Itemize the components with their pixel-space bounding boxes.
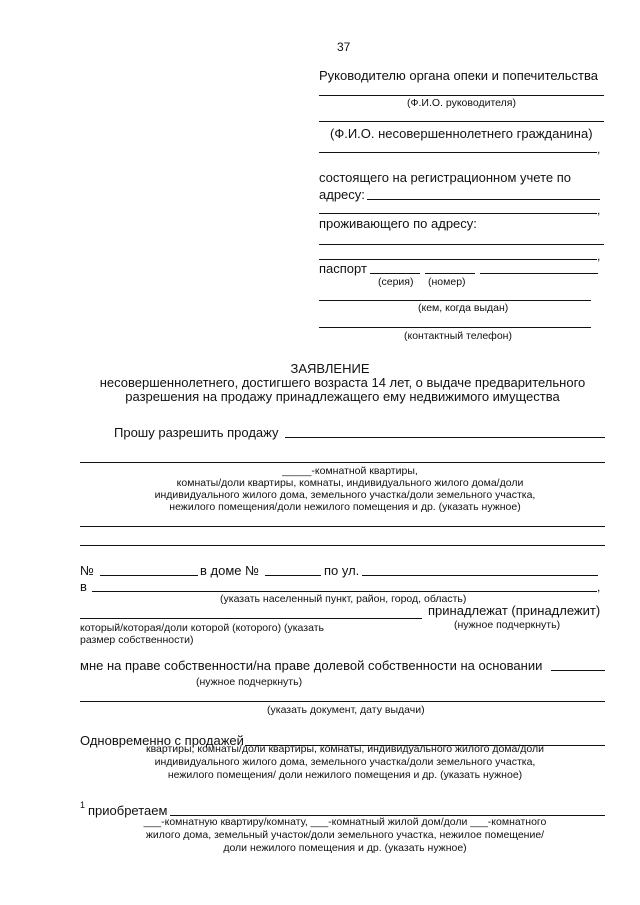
street-label: по ул. <box>324 563 360 578</box>
head-name-line[interactable] <box>319 95 604 96</box>
object-line[interactable] <box>80 618 422 619</box>
minor-name-hint: (Ф.И.О. несовершеннолетнего гражданина) <box>330 126 593 141</box>
number-hint: (номер) <box>428 276 466 288</box>
registered-address-line[interactable] <box>367 199 600 200</box>
which-hint-2: размер собственности) <box>80 634 194 646</box>
no-label: № <box>80 563 94 578</box>
acquire-label: приобретаем <box>88 803 168 818</box>
ownership-label: мне на праве собственности/на праве долевой собственности на основании <box>80 658 543 673</box>
underline-hint-2: (нужное подчеркнуть) <box>196 676 303 688</box>
sim-hint-2: индивидуального жилого дома, земельного участка/доли земельного участка, <box>154 756 536 768</box>
title-line-1: несовершеннолетнего, достигшего возраста 14 лет, о выдаче предварительного <box>99 375 586 390</box>
minor-name-line[interactable] <box>319 121 604 122</box>
document-line[interactable] <box>80 701 605 702</box>
which-hint-1: который/которая/доли которой (которого) (указать <box>80 622 324 634</box>
acq-hint-2: жилого дома, земельный участок/доли земельного участка, нежилое помещение/ <box>145 829 545 841</box>
house-label: в доме № <box>200 563 260 578</box>
comma: , <box>597 142 601 156</box>
comma: , <box>597 580 601 594</box>
acq-hint-3: доли нежилого помещения и др. (указать нужное) <box>223 842 467 854</box>
document-hint: (указать документ, дату выдачи) <box>267 704 425 716</box>
locality-line[interactable] <box>92 591 597 592</box>
passport-label: паспорт <box>319 261 367 276</box>
footnote-mark: 1 <box>80 800 86 810</box>
in-label: в <box>80 579 87 594</box>
phone-line[interactable] <box>319 327 591 328</box>
page-number: 37 <box>337 40 351 54</box>
living-address-line[interactable] <box>319 244 604 245</box>
minor-name-line-2[interactable] <box>319 152 597 153</box>
blank-line[interactable] <box>80 545 605 546</box>
passport-number-line[interactable] <box>425 273 475 274</box>
belong-label: принадлежат (принадлежит) <box>428 603 601 618</box>
series-hint: (серия) <box>378 276 414 288</box>
passport-extra-line[interactable] <box>480 273 598 274</box>
street-line[interactable] <box>362 575 598 576</box>
document-title: ЗАЯВЛЕНИЕ <box>290 361 370 376</box>
comma: , <box>597 249 601 263</box>
registered-text-2: адресу: <box>319 187 365 202</box>
request-object-line-2[interactable] <box>80 462 605 463</box>
addressee-text: Руководителю органа опеки и попечительства <box>319 68 598 83</box>
sim-hint-1: квартиры, комнаты/доли квартиры, комнаты, индивидуального жилого дома/доли <box>145 743 545 755</box>
phone-hint: (контактный телефон) <box>404 330 512 342</box>
head-name-hint: (Ф.И.О. руководителя) <box>407 97 516 109</box>
simultaneous-label: Одновременно с продажей <box>80 733 244 748</box>
registered-text-1: состоящего на регистрационном учете по <box>319 170 571 185</box>
blank-line[interactable] <box>80 526 605 527</box>
ownership-basis-line[interactable] <box>551 670 605 671</box>
passport-series-line[interactable] <box>370 273 420 274</box>
comma: , <box>597 203 601 217</box>
issued-line[interactable] <box>319 300 591 301</box>
title-line-2: разрешения на продажу принадлежащего ему недвижимого имущества <box>125 389 560 404</box>
request-label: Прошу разрешить продажу <box>114 425 279 440</box>
object-hint-4: нежилого помещения/доли нежилого помещения и др. (указать нужное) <box>169 501 521 513</box>
underline-hint: (нужное подчеркнуть) <box>454 619 561 631</box>
issued-hint: (кем, когда выдан) <box>418 302 509 314</box>
place-hint: (указать населенный пункт, район, город, область) <box>220 593 467 605</box>
object-hint-3: индивидуального жилого дома, земельного участка/доли земельного участка, <box>154 489 536 501</box>
acq-hint-1: ___-комнатную квартиру/комнату, ___-комнатный жилой дом/доли ___-комнатного <box>143 816 547 828</box>
apartment-number-line[interactable] <box>100 575 198 576</box>
object-hint-2: комнаты/доли квартиры, комнаты, индивидуального жилого дома/доли <box>176 477 524 489</box>
object-hint-1: _____-комнатной квартиры, <box>282 465 418 477</box>
house-number-line[interactable] <box>265 575 321 576</box>
sim-hint-3: нежилого помещения/ доли нежилого помещения и др. (указать нужное) <box>167 769 523 781</box>
registered-address-line-2[interactable] <box>319 213 597 214</box>
living-label: проживающего по адресу: <box>319 216 477 231</box>
request-object-line[interactable] <box>285 437 605 438</box>
living-address-line-2[interactable] <box>319 259 597 260</box>
